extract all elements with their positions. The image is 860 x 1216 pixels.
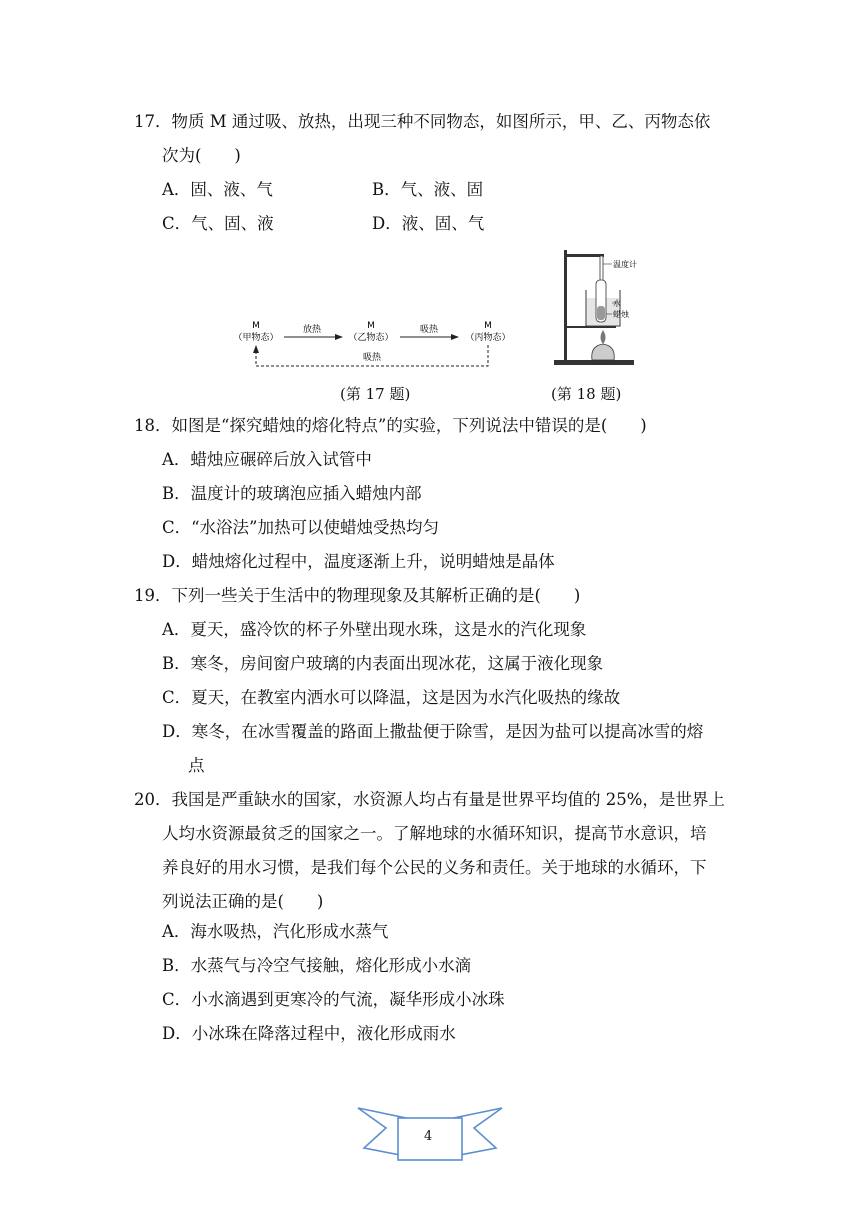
stand-base (554, 360, 634, 365)
q19-option-b: B．寒冬，房间窗户玻璃的内表面出现冰花，这属于液化现象 (162, 654, 604, 673)
q20-option-c: C．小水滴遇到更寒冷的气流，凝华形成小冰珠 (162, 990, 505, 1009)
arrow2-label: 吸热 (419, 325, 439, 335)
water-label: 水 (613, 299, 621, 308)
q18-option-c: C．“水浴法”加热可以使蜡烛受热均匀 (162, 518, 439, 537)
q17-option-d: D．液、固、气 (372, 214, 485, 233)
state2-label: （乙物态） (348, 333, 394, 343)
thermometer-label: 温度计 (613, 260, 637, 269)
state3-m: M (484, 321, 492, 331)
q20-stem-line3: 养良好的用水习惯，是我们每个公民的义务和责任。关于地球的水循环，下 (162, 858, 707, 877)
q18-stem: 18．如图是“探究蜡烛的熔化特点”的实验，下列说法中错误的是( ) (134, 416, 647, 435)
state1-label: （甲物态） (233, 333, 279, 343)
state1-m: M (252, 321, 260, 331)
wax (597, 306, 605, 320)
q19-option-c: C．夏天，在教室内洒水可以降温，这是因为水汽化吸热的缘故 (162, 688, 621, 707)
q17-stem-line2: 次为( ) (162, 146, 241, 165)
q17-option-a: A．固、液、气 (162, 180, 273, 199)
figure-17-state-diagram (226, 318, 526, 380)
q18-option-b: B．温度计的玻璃泡应插入蜡烛内部 (162, 484, 422, 503)
q20-option-a: A．海水吸热，汽化形成水蒸气 (162, 922, 389, 941)
q19-option-d-line1: D．寒冬，在冰雪覆盖的路面上撒盐便于除雪，是因为盐可以提高冰雪的熔 (162, 722, 704, 741)
q20-stem-line1: 20．我国是严重缺水的国家，水资源人均占有量是世界平均值的 25%，是世界上 (134, 790, 725, 809)
q17-option-c: C．气、固、液 (162, 214, 274, 233)
figure-18-apparatus (550, 246, 640, 370)
stand-rod (564, 250, 567, 362)
figure-17-caption: (第 17 题) (340, 385, 411, 403)
state3-label: （丙物态） (465, 333, 511, 343)
top-clamp (564, 254, 604, 257)
figure-18-caption: (第 18 题) (551, 385, 622, 403)
q20-option-d: D．小冰珠在降落过程中，液化形成雨水 (162, 1024, 456, 1043)
q19-option-d-line2: 点 (188, 756, 205, 775)
q20-option-b: B．水蒸气与冷空气接触，熔化形成小水滴 (162, 956, 472, 975)
q18-option-a: A．蜡烛应碾碎后放入试管中 (162, 450, 372, 469)
q19-option-a: A．夏天，盛冷饮的杯子外壁出现水珠，这是水的汽化现象 (162, 620, 587, 639)
q19-stem: 19．下列一些关于生活中的物理现象及其解析正确的是( ) (134, 586, 581, 605)
alcohol-lamp (592, 344, 615, 360)
q17-option-b: B．气、液、固 (372, 180, 484, 199)
arrow1-label: 放热 (302, 325, 322, 335)
arrow-back-label: 吸热 (362, 353, 382, 363)
q20-stem-line2: 人均水资源最贫乏的国家之一。了解地球的水循环知识，提高节水意识，培 (162, 824, 707, 843)
q17-stem-line1: 17．物质 M 通过吸、放热，出现三种不同物态，如图所示，甲、乙、丙物态依 (134, 112, 711, 131)
q20-stem-line4: 列说法正确的是( ) (162, 892, 324, 911)
flame (601, 330, 606, 344)
wax-label: 蜡烛 (613, 310, 629, 319)
page-number: 4 (424, 1129, 433, 1144)
state2-m: M (367, 321, 375, 331)
q18-option-d: D．蜡烛熔化过程中，温度逐渐上升，说明蜡烛是晶体 (162, 552, 555, 571)
